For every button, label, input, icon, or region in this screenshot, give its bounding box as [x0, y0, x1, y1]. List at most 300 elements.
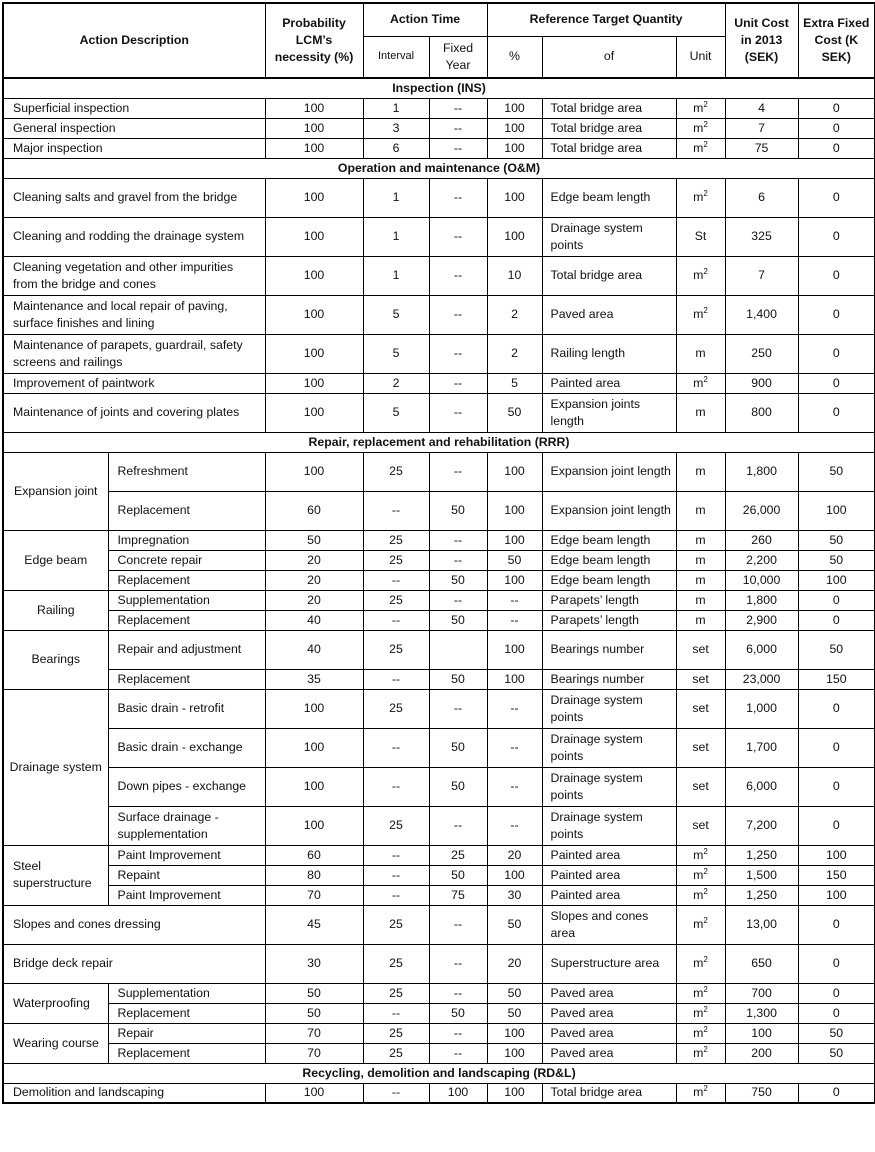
- unit-exponent: 2: [703, 139, 708, 149]
- action-description-cell: Replacement: [108, 1003, 265, 1023]
- header-percent: %: [487, 36, 542, 78]
- percent-cell: 100: [487, 865, 542, 885]
- unit-text: m: [693, 375, 704, 390]
- fixed-year-cell: 25: [429, 845, 487, 865]
- interval-cell: 25: [363, 590, 429, 610]
- table-row: [3, 217, 875, 256]
- percent-cell: 50: [487, 393, 542, 432]
- unit-cost-cell: 2,200: [725, 550, 798, 570]
- table-body: [3, 78, 875, 1103]
- probability-cell: 100: [265, 178, 363, 217]
- unit-cell: [676, 1003, 725, 1023]
- component-group-cell: Waterproofing: [3, 983, 108, 1023]
- action-description-cell: Major inspection: [3, 138, 265, 158]
- unit-cell: [676, 767, 725, 806]
- table-row: [3, 1083, 875, 1103]
- action-description-cell: Superficial inspection: [3, 98, 265, 118]
- unit-cell: [676, 393, 725, 432]
- extra-fixed-cost-cell: 0: [798, 334, 875, 373]
- probability-cell: 40: [265, 610, 363, 630]
- interval-cell: --: [363, 669, 429, 689]
- action-description-cell: Demolition and landscaping: [3, 1083, 265, 1103]
- unit-text: m: [693, 1005, 704, 1020]
- unit-cell: [676, 1043, 725, 1063]
- percent-cell: 10: [487, 256, 542, 295]
- unit-cost-cell: 6: [725, 178, 798, 217]
- extra-fixed-cost-cell: 0: [798, 610, 875, 630]
- table-row: [3, 256, 875, 295]
- probability-cell: 20: [265, 570, 363, 590]
- unit-exponent: 2: [703, 954, 708, 964]
- percent-cell: --: [487, 590, 542, 610]
- unit-text: m: [693, 887, 704, 902]
- header-probability: Probability LCM’s necessity (%): [265, 3, 363, 78]
- extra-fixed-cost-cell: 50: [798, 1023, 875, 1043]
- interval-cell: 25: [363, 983, 429, 1003]
- unit-exponent: 2: [703, 1044, 708, 1054]
- table-row: [3, 610, 875, 630]
- component-group-cell: Edge beam: [3, 530, 108, 590]
- interval-cell: 5: [363, 295, 429, 334]
- unit-text: set: [692, 779, 709, 793]
- extra-fixed-cost-cell: 0: [798, 689, 875, 728]
- target-of-cell: Paved area: [542, 1023, 676, 1043]
- table-row: [3, 530, 875, 550]
- fixed-year-cell: --: [429, 295, 487, 334]
- extra-fixed-cost-cell: 100: [798, 845, 875, 865]
- table-row: [3, 491, 875, 530]
- unit-text: St: [694, 229, 707, 243]
- table-row: [3, 983, 875, 1003]
- extra-fixed-cost-cell: 150: [798, 865, 875, 885]
- action-description-cell: Down pipes - exchange: [108, 767, 265, 806]
- action-description-cell: Slopes and cones dressing: [3, 905, 265, 944]
- table-row: [3, 767, 875, 806]
- percent-cell: 100: [487, 570, 542, 590]
- action-description-cell: Paint Improvement: [108, 845, 265, 865]
- probability-cell: 70: [265, 885, 363, 905]
- target-of-cell: Parapets’ length: [542, 610, 676, 630]
- interval-cell: --: [363, 1003, 429, 1023]
- target-of-cell: Total bridge area: [542, 256, 676, 295]
- unit-cell: [676, 905, 725, 944]
- probability-cell: 70: [265, 1043, 363, 1063]
- header-unit-cost: Unit Cost in 2013 (SEK): [725, 3, 798, 78]
- target-of-cell: Total bridge area: [542, 138, 676, 158]
- table-row: [3, 373, 875, 393]
- lcm-cost-table-container: [2, 2, 875, 1104]
- section-title: Repair, replacement and rehabilitation (RRR): [3, 432, 875, 452]
- extra-fixed-cost-cell: 0: [798, 1003, 875, 1023]
- percent-cell: --: [487, 767, 542, 806]
- action-description-cell: Concrete repair: [108, 550, 265, 570]
- table-row: [3, 885, 875, 905]
- unit-cell: [676, 1083, 725, 1103]
- unit-exponent: 2: [703, 266, 708, 276]
- interval-cell: --: [363, 885, 429, 905]
- interval-cell: --: [363, 728, 429, 767]
- fixed-year-cell: 50: [429, 669, 487, 689]
- target-of-cell: Edge beam length: [542, 530, 676, 550]
- fixed-year-cell: --: [429, 452, 487, 491]
- unit-cell: [676, 806, 725, 845]
- target-of-cell: Drainage system points: [542, 217, 676, 256]
- fixed-year-cell: --: [429, 905, 487, 944]
- unit-exponent: 2: [703, 866, 708, 876]
- percent-cell: 30: [487, 885, 542, 905]
- interval-cell: 25: [363, 530, 429, 550]
- unit-text: m: [695, 405, 706, 419]
- action-description-cell: Improvement of paintwork: [3, 373, 265, 393]
- unit-text: m: [695, 612, 706, 627]
- extra-fixed-cost-cell: 0: [798, 983, 875, 1003]
- percent-cell: --: [487, 689, 542, 728]
- target-of-cell: Total bridge area: [542, 118, 676, 138]
- unit-cell: [676, 491, 725, 530]
- unit-cost-cell: 26,000: [725, 491, 798, 530]
- target-of-cell: Edge beam length: [542, 178, 676, 217]
- extra-fixed-cost-cell: 0: [798, 1083, 875, 1103]
- fixed-year-cell: --: [429, 689, 487, 728]
- unit-cost-cell: 700: [725, 983, 798, 1003]
- percent-cell: 100: [487, 630, 542, 669]
- target-of-cell: Painted area: [542, 373, 676, 393]
- table-row: [3, 944, 875, 983]
- extra-fixed-cost-cell: 50: [798, 530, 875, 550]
- percent-cell: 100: [487, 1043, 542, 1063]
- interval-cell: 1: [363, 256, 429, 295]
- table-row: [3, 295, 875, 334]
- unit-text: m: [693, 268, 704, 282]
- unit-cost-cell: 23,000: [725, 669, 798, 689]
- interval-cell: 25: [363, 944, 429, 983]
- action-description-cell: Paint Improvement: [108, 885, 265, 905]
- unit-cell: [676, 570, 725, 590]
- target-of-cell: Drainage system points: [542, 689, 676, 728]
- unit-text: set: [692, 740, 709, 754]
- target-of-cell: Expansion joint length: [542, 452, 676, 491]
- unit-cell: [676, 452, 725, 491]
- unit-text: set: [692, 701, 709, 715]
- probability-cell: 100: [265, 728, 363, 767]
- unit-cell: [676, 373, 725, 393]
- extra-fixed-cost-cell: 50: [798, 452, 875, 491]
- percent-cell: 50: [487, 550, 542, 570]
- action-description-cell: Impregnation: [108, 530, 265, 550]
- unit-cell: [676, 550, 725, 570]
- unit-text: m: [693, 307, 704, 321]
- percent-cell: --: [487, 806, 542, 845]
- probability-cell: 100: [265, 1083, 363, 1103]
- probability-cell: 40: [265, 630, 363, 669]
- unit-cell: [676, 118, 725, 138]
- unit-text: m: [695, 572, 706, 587]
- fixed-year-cell: --: [429, 983, 487, 1003]
- unit-cell: [676, 728, 725, 767]
- fixed-year-cell: [429, 630, 487, 669]
- percent-cell: 100: [487, 118, 542, 138]
- unit-cost-cell: 1,000: [725, 689, 798, 728]
- probability-cell: 20: [265, 550, 363, 570]
- unit-text: m: [693, 917, 704, 931]
- target-of-cell: Painted area: [542, 885, 676, 905]
- unit-exponent: 2: [703, 188, 708, 198]
- action-description-cell: Supplementation: [108, 983, 265, 1003]
- fixed-year-cell: --: [429, 373, 487, 393]
- interval-cell: 25: [363, 550, 429, 570]
- action-description-cell: Cleaning vegetation and other impurities from the bridge and cones: [3, 256, 265, 295]
- extra-fixed-cost-cell: 100: [798, 570, 875, 590]
- percent-cell: --: [487, 728, 542, 767]
- fixed-year-cell: --: [429, 1023, 487, 1043]
- unit-cost-cell: 325: [725, 217, 798, 256]
- percent-cell: 100: [487, 178, 542, 217]
- fixed-year-cell: 50: [429, 865, 487, 885]
- unit-cell: [676, 885, 725, 905]
- extra-fixed-cost-cell: 0: [798, 767, 875, 806]
- probability-cell: 100: [265, 295, 363, 334]
- interval-cell: 25: [363, 630, 429, 669]
- unit-exponent: 2: [703, 119, 708, 129]
- lcm-cost-table: [2, 2, 875, 1104]
- unit-text: m: [695, 503, 706, 517]
- action-description-cell: Basic drain - retrofit: [108, 689, 265, 728]
- extra-fixed-cost-cell: 0: [798, 138, 875, 158]
- unit-text: m: [695, 592, 706, 607]
- action-description-cell: Refreshment: [108, 452, 265, 491]
- unit-text: m: [695, 552, 706, 567]
- component-group-cell: Expansion joint: [3, 452, 108, 530]
- table-row: [3, 178, 875, 217]
- unit-text: m: [693, 190, 704, 204]
- interval-cell: --: [363, 491, 429, 530]
- unit-cost-cell: 1,700: [725, 728, 798, 767]
- extra-fixed-cost-cell: 0: [798, 256, 875, 295]
- table-row: [3, 334, 875, 373]
- target-of-cell: Paved area: [542, 1043, 676, 1063]
- unit-cell: [676, 530, 725, 550]
- unit-cost-cell: 900: [725, 373, 798, 393]
- probability-cell: 60: [265, 845, 363, 865]
- probability-cell: 70: [265, 1023, 363, 1043]
- interval-cell: 25: [363, 452, 429, 491]
- extra-fixed-cost-cell: 150: [798, 669, 875, 689]
- percent-cell: 100: [487, 530, 542, 550]
- unit-cost-cell: 4: [725, 98, 798, 118]
- unit-cost-cell: 750: [725, 1083, 798, 1103]
- section-title: Operation and maintenance (O&M): [3, 158, 875, 178]
- table-row: [3, 590, 875, 610]
- probability-cell: 45: [265, 905, 363, 944]
- extra-fixed-cost-cell: 50: [798, 630, 875, 669]
- percent-cell: 50: [487, 905, 542, 944]
- unit-cost-cell: 1,800: [725, 590, 798, 610]
- unit-cell: [676, 669, 725, 689]
- percent-cell: 5: [487, 373, 542, 393]
- header-action-time: Action Time: [363, 3, 487, 36]
- target-of-cell: Drainage system points: [542, 806, 676, 845]
- percent-cell: 50: [487, 983, 542, 1003]
- fixed-year-cell: --: [429, 118, 487, 138]
- table-row: [3, 669, 875, 689]
- table-row: [3, 630, 875, 669]
- action-description-cell: Repair and adjustment: [108, 630, 265, 669]
- interval-cell: 5: [363, 393, 429, 432]
- unit-exponent: 2: [703, 1024, 708, 1034]
- unit-text: m: [693, 120, 704, 135]
- table-row: [3, 689, 875, 728]
- extra-fixed-cost-cell: 50: [798, 550, 875, 570]
- unit-cost-cell: 250: [725, 334, 798, 373]
- unit-cost-cell: 200: [725, 1043, 798, 1063]
- interval-cell: 25: [363, 1023, 429, 1043]
- extra-fixed-cost-cell: 0: [798, 98, 875, 118]
- action-description-cell: Cleaning salts and gravel from the bridge: [3, 178, 265, 217]
- unit-text: m: [695, 532, 706, 547]
- unit-text: m: [693, 985, 704, 1000]
- target-of-cell: Bearings number: [542, 630, 676, 669]
- percent-cell: 100: [487, 138, 542, 158]
- section-header-row: [3, 78, 875, 98]
- interval-cell: --: [363, 767, 429, 806]
- target-of-cell: Edge beam length: [542, 570, 676, 590]
- unit-cell: [676, 865, 725, 885]
- unit-text: m: [695, 346, 706, 360]
- extra-fixed-cost-cell: 0: [798, 806, 875, 845]
- probability-cell: 100: [265, 334, 363, 373]
- unit-cell: [676, 610, 725, 630]
- fixed-year-cell: 50: [429, 570, 487, 590]
- unit-text: m: [693, 1085, 704, 1100]
- unit-cell: [676, 138, 725, 158]
- unit-exponent: 2: [703, 1084, 708, 1094]
- unit-cost-cell: 1,300: [725, 1003, 798, 1023]
- unit-cost-cell: 1,800: [725, 452, 798, 491]
- interval-cell: --: [363, 1083, 429, 1103]
- action-description-cell: Replacement: [108, 491, 265, 530]
- extra-fixed-cost-cell: 0: [798, 118, 875, 138]
- percent-cell: 20: [487, 944, 542, 983]
- interval-cell: --: [363, 610, 429, 630]
- unit-cost-cell: 800: [725, 393, 798, 432]
- fixed-year-cell: --: [429, 393, 487, 432]
- table-row: [3, 1023, 875, 1043]
- extra-fixed-cost-cell: 0: [798, 295, 875, 334]
- unit-text: m: [693, 867, 704, 882]
- probability-cell: 100: [265, 452, 363, 491]
- target-of-cell: Bearings number: [542, 669, 676, 689]
- action-description-cell: Replacement: [108, 610, 265, 630]
- table-row: [3, 1043, 875, 1063]
- unit-cell: [676, 217, 725, 256]
- probability-cell: 100: [265, 767, 363, 806]
- probability-cell: 80: [265, 865, 363, 885]
- component-group-cell: Bearings: [3, 630, 108, 689]
- percent-cell: 100: [487, 98, 542, 118]
- probability-cell: 100: [265, 118, 363, 138]
- action-description-cell: Surface drainage - supplementation: [108, 806, 265, 845]
- percent-cell: 100: [487, 669, 542, 689]
- fixed-year-cell: 50: [429, 728, 487, 767]
- target-of-cell: Painted area: [542, 865, 676, 885]
- fixed-year-cell: 50: [429, 491, 487, 530]
- action-description-cell: Bridge deck repair: [3, 944, 265, 983]
- action-description-cell: Maintenance and local repair of paving, surface finishes and lining: [3, 295, 265, 334]
- percent-cell: 100: [487, 1023, 542, 1043]
- unit-cell: [676, 983, 725, 1003]
- table-header: [3, 3, 875, 78]
- fixed-year-cell: --: [429, 550, 487, 570]
- table-row: [3, 393, 875, 432]
- action-description-cell: Basic drain - exchange: [108, 728, 265, 767]
- component-group-cell: Wearing course: [3, 1023, 108, 1063]
- action-description-cell: Maintenance of parapets, guardrail, safety screens and railings: [3, 334, 265, 373]
- probability-cell: 100: [265, 373, 363, 393]
- unit-cost-cell: 1,400: [725, 295, 798, 334]
- table-row: [3, 98, 875, 118]
- unit-text: m: [693, 100, 704, 115]
- unit-text: m: [693, 956, 704, 970]
- probability-cell: 50: [265, 1003, 363, 1023]
- table-row: [3, 570, 875, 590]
- fixed-year-cell: 50: [429, 610, 487, 630]
- action-description-cell: Repair: [108, 1023, 265, 1043]
- header-fixed-year: Fixed Year: [429, 36, 487, 78]
- probability-cell: 100: [265, 217, 363, 256]
- interval-cell: 1: [363, 98, 429, 118]
- section-title: Recycling, demolition and landscaping (RD&L): [3, 1063, 875, 1083]
- unit-cost-cell: 1,250: [725, 845, 798, 865]
- section-header-row: [3, 158, 875, 178]
- fixed-year-cell: --: [429, 334, 487, 373]
- unit-exponent: 2: [703, 915, 708, 925]
- percent-cell: 100: [487, 452, 542, 491]
- interval-cell: 25: [363, 689, 429, 728]
- interval-cell: 25: [363, 806, 429, 845]
- fixed-year-cell: --: [429, 590, 487, 610]
- probability-cell: 100: [265, 689, 363, 728]
- fixed-year-cell: --: [429, 138, 487, 158]
- interval-cell: --: [363, 570, 429, 590]
- table-row: [3, 905, 875, 944]
- target-of-cell: Expansion joint length: [542, 491, 676, 530]
- interval-cell: 6: [363, 138, 429, 158]
- interval-cell: --: [363, 845, 429, 865]
- unit-text: set: [692, 671, 709, 686]
- unit-text: m: [695, 464, 706, 478]
- unit-cost-cell: 6,000: [725, 630, 798, 669]
- action-description-cell: Repaint: [108, 865, 265, 885]
- unit-text: m: [693, 1025, 704, 1040]
- header-unit: Unit: [676, 36, 725, 78]
- fixed-year-cell: --: [429, 98, 487, 118]
- probability-cell: 100: [265, 256, 363, 295]
- unit-exponent: 2: [703, 1004, 708, 1014]
- action-description-cell: Replacement: [108, 669, 265, 689]
- probability-cell: 60: [265, 491, 363, 530]
- unit-cell: [676, 256, 725, 295]
- fixed-year-cell: --: [429, 944, 487, 983]
- unit-text: m: [693, 140, 704, 155]
- percent-cell: --: [487, 610, 542, 630]
- extra-fixed-cost-cell: 0: [798, 393, 875, 432]
- unit-cost-cell: 260: [725, 530, 798, 550]
- component-group-cell: Steel superstructure: [3, 845, 108, 905]
- target-of-cell: Railing length: [542, 334, 676, 373]
- section-header-row: [3, 432, 875, 452]
- section-header-row: [3, 1063, 875, 1083]
- target-of-cell: Total bridge area: [542, 98, 676, 118]
